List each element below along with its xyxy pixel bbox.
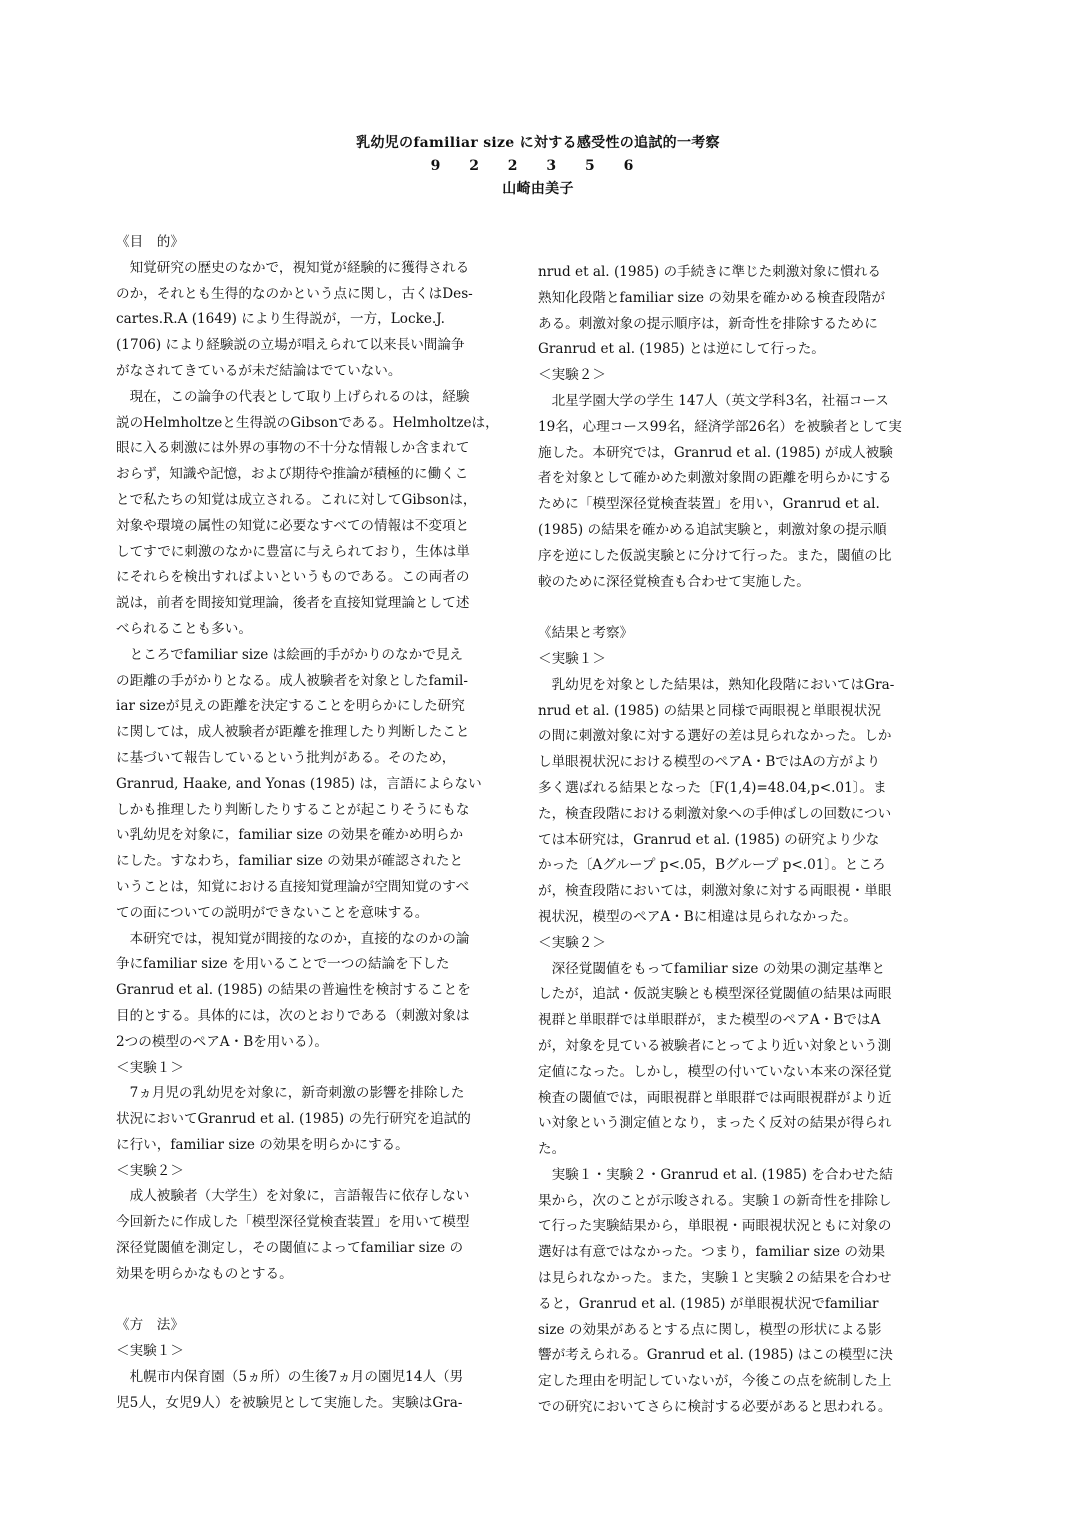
student-id: 9 2 2 3 5 6 [430, 158, 646, 174]
text-line: size の効果があるとする点に関し，模型の形状による影 [538, 1321, 882, 1338]
text-line: が，対象を見ている被験者にとってより近い対象という測 [538, 1037, 892, 1054]
text-line: 検査の閾値では，両眼視群と単眼群では両眼視群がより近 [538, 1089, 892, 1106]
text-line: 視群と単眼群では単眼群が，また模型のペアA・BではA [538, 1012, 881, 1029]
text-line: 2つの模型のペアA・Bを用いる）。 [116, 1033, 328, 1050]
text-line: 眼に入る刺激には外界の事物の不十分な情報しか含まれて [116, 440, 470, 457]
text-line: 視状況，模型のペアA・Bに相違は見られなかった。 [538, 908, 857, 925]
text-line: 実験１・実験２・Granrud et al. (1985) を合わせた結 [538, 1166, 893, 1183]
blank-line [116, 1288, 504, 1314]
text-line: nrud et al. (1985) の結果と同様で両眼視と単眼視状況 [538, 702, 881, 719]
text-line: い対象という測定値となり，まったく反対の結果が得られ [538, 1115, 892, 1132]
blank-line [538, 595, 926, 621]
text-line: 者を対象として確かめた刺激対象間の距離を明らかにする [538, 470, 892, 487]
text-line: がなされてきているが未だ結論はでていない。 [116, 362, 402, 379]
text-line: 深径覚閾値をもってfamiliar size の効果の測定基準と [538, 960, 886, 977]
text-line: ＜実験１＞ [538, 650, 606, 667]
text-line: 選好は有意ではなかった。つまり，familiar size の効果 [538, 1244, 886, 1261]
paper-title: 乳幼児のfamiliar size に対する感受性の追試的一考察 [356, 135, 720, 151]
text-line: 成人被験者（大学生）を対象に，言語報告に依存しない [116, 1188, 470, 1205]
text-line: の間に刺激対象に対する選好の差は見られなかった。しか [538, 728, 892, 745]
text-line: ある。刺激対象の提示順序は，新奇性を排除するために [538, 315, 878, 332]
text-line: iar sizeが見えの距離を決定することを明らかにした研究 [116, 698, 465, 715]
text-line: しかも推理したり判断したりすることが起こりそうにもな [116, 801, 470, 818]
text-line: いうことは，知覚における直接知覚理論が空間知覚のすべ [116, 878, 470, 895]
text-line: て行った実験結果から，単眼視・両眼視状況ともに対象の [538, 1218, 892, 1235]
text-line: 乳幼児を対象とした結果は，熟知化段階においてはGra- [538, 676, 895, 693]
text-line: かった〔Aグループ p<.05，Bグループ p<.01〕。ところ [538, 857, 886, 874]
text-line: 北星学園大学の学生 147人（英文学科3名，社福コース [538, 392, 889, 409]
right-text-column [538, 260, 926, 1421]
text-line: ＜実験１＞ [116, 1343, 184, 1360]
text-line: 今回新たに作成した「模型深径覚検査装置」を用いて模型 [116, 1214, 470, 1231]
text-line: 知覚研究の歴史のなかで，視知覚が経験的に獲得される [116, 259, 470, 276]
text-line: 児5人，女児9人）を被験児として実施した。実験はGra- [116, 1394, 463, 1411]
text-line: 響が考えられる。Granrud et al. (1985) はこの模型に決 [538, 1347, 893, 1364]
text-line: が，検査段階においては，刺激対象に対する両眼視・単眼 [538, 883, 892, 900]
text-line: 7ヵ月児の乳幼児を対象に，新奇刺激の影響を排除した [116, 1085, 465, 1102]
text-line: してすでに刺激のなかに豊富に与えられており，生体は単 [116, 543, 470, 560]
text-line: ＜実験２＞ [538, 934, 606, 951]
left-text-column [116, 230, 504, 1417]
text-line: 状況においてGranrud et al. (1985) の先行研究を追試的 [116, 1111, 471, 1128]
text-line: 《結果と考察》 [538, 625, 634, 642]
text-line: 定した理由を明記していないが，今後この点を統制した上 [538, 1373, 892, 1390]
text-line: 札幌市内保育園（5ヵ所）の生後7ヵ月の園児14人（男 [116, 1369, 464, 1386]
text-line: 深径覚閾値を測定し，その閾値によってfamiliar size の [116, 1240, 464, 1257]
text-line: にした。すなわち，familiar size の効果が確認されたと [116, 853, 464, 870]
text-line: し単眼視状況における模型のペアA・BではAの方がより [538, 754, 881, 771]
text-line: 19名，心理コース99名，経済学部26名）を被験者として実 [538, 418, 902, 435]
text-line: にそれらを検出すればよいというものである。この両者の [116, 569, 470, 586]
text-line: に関しては，成人被験者が距離を推理したり判断したこと [116, 724, 470, 741]
paper-header [0, 132, 1076, 201]
text-line: 施した。本研究では，Granrud et al. (1985) が成人被験 [538, 444, 893, 461]
text-line: Granrud, Haake, and Yonas (1985) は，言語によらない [116, 775, 482, 792]
text-line: ところでfamiliar size は絵画的手がかりのなかで見え [116, 646, 463, 663]
text-line: nrud et al. (1985) の手続きに準じた刺激対象に慣れる [538, 264, 881, 280]
text-line: た。 [538, 1141, 566, 1158]
text-line: 《目 的》 [116, 234, 184, 250]
text-line: 果から，次のことが示唆される。実験１の新奇性を排除し [538, 1192, 892, 1209]
text-line: Granrud et al. (1985) とは逆にして行った。 [538, 341, 825, 358]
text-line: ると，Granrud et al. (1985) が単眼視状況でfamiliar [538, 1295, 879, 1312]
text-line: 多く選ばれる結果となった〔F(1,4)=48.04,p<.01〕。ま [538, 779, 887, 796]
text-line: Granrud et al. (1985) の結果の普遍性を検討することを [116, 982, 471, 999]
text-line: のか，それとも生得的なのかという点に関し，古くはDes- [116, 285, 473, 302]
text-line: 本研究では，視知覚が間接的なのか，直接的なのかの論 [116, 930, 470, 947]
text-line: 目的とする。具体的には，次のとおりである（刺激対象は [116, 1007, 470, 1024]
text-line: 較のために深径覚検査も合わせて実施した。 [538, 573, 810, 590]
text-line: したが，追試・仮説実験とも模型深径覚閾値の結果は両眼 [538, 986, 892, 1003]
text-line: 説は，前者を間接知覚理論，後者を直接知覚理論として述 [116, 595, 470, 612]
text-line: ＜実験２＞ [538, 367, 606, 384]
text-line: 熟知化段階とfamiliar size の効果を確かめる検査段階が [538, 289, 886, 306]
text-line: とで私たちの知覚は成立される。これに対してGibsonは， [116, 491, 477, 508]
text-line: おらず，知識や記憶，および期待や推論が積極的に働くこ [116, 466, 469, 483]
text-line: い乳幼児を対象に，familiar size の効果を確かめ明らか [116, 827, 464, 844]
text-line: 効果を明らかなものとする。 [116, 1265, 293, 1282]
text-line: 説のHelmholtzeと生得説のGibsonである。Helmholtzeは， [116, 414, 499, 431]
text-line: た，検査段階における刺激対象への手伸ばしの回数につい [538, 805, 892, 822]
text-line: に基づいて報告しているという批判がある。そのため， [116, 749, 456, 766]
text-line: ては本研究は，Granrud et al. (1985) の研究より少な [538, 831, 880, 848]
text-line: cartes.R.A (1649) により生得説が，一方，Locke.J. [116, 311, 445, 328]
author-name: 山崎由美子 [502, 181, 574, 197]
text-line: 争にfamiliar size を用いることで一つの結論を下した [116, 956, 450, 973]
text-line: ために「模型深径覚検査装置」を用い，Granrud et al. [538, 496, 880, 513]
text-line: での研究においてさらに検討する必要があると思われる。 [538, 1399, 892, 1416]
text-line: 対象や環境の属性の知覚に必要なすべての情報は不変項と [116, 517, 470, 534]
text-line: 序を逆にした仮説実験とに分けて行った。また，閾値の比 [538, 547, 892, 564]
text-line: 定値になった。しかし，模型の付いていない本来の深径覚 [538, 1063, 892, 1080]
text-line: は見られなかった。また，実験１と実験２の結果を合わせ [538, 1270, 892, 1287]
text-line: に行い，familiar size の効果を明らかにする。 [116, 1136, 409, 1153]
text-line: 《方 法》 [116, 1317, 184, 1334]
text-line: (1706) により経験説の立場が唱えられて以来長い間論争 [116, 337, 465, 354]
text-line: ＜実験２＞ [116, 1162, 184, 1179]
text-line: べられることも多い。 [116, 620, 252, 637]
text-line: 現在，この論争の代表として取り上げられるのは，経験 [116, 388, 470, 405]
text-line: ＜実験１＞ [116, 1059, 184, 1076]
text-line: の距離の手がかりとなる。成人被験者を対象としたfamil- [116, 672, 468, 689]
text-line: (1985) の結果を確かめる追試実験と，刺激対象の提示順 [538, 521, 887, 538]
text-line: ての面についての説明ができないことを意味する。 [116, 904, 429, 921]
